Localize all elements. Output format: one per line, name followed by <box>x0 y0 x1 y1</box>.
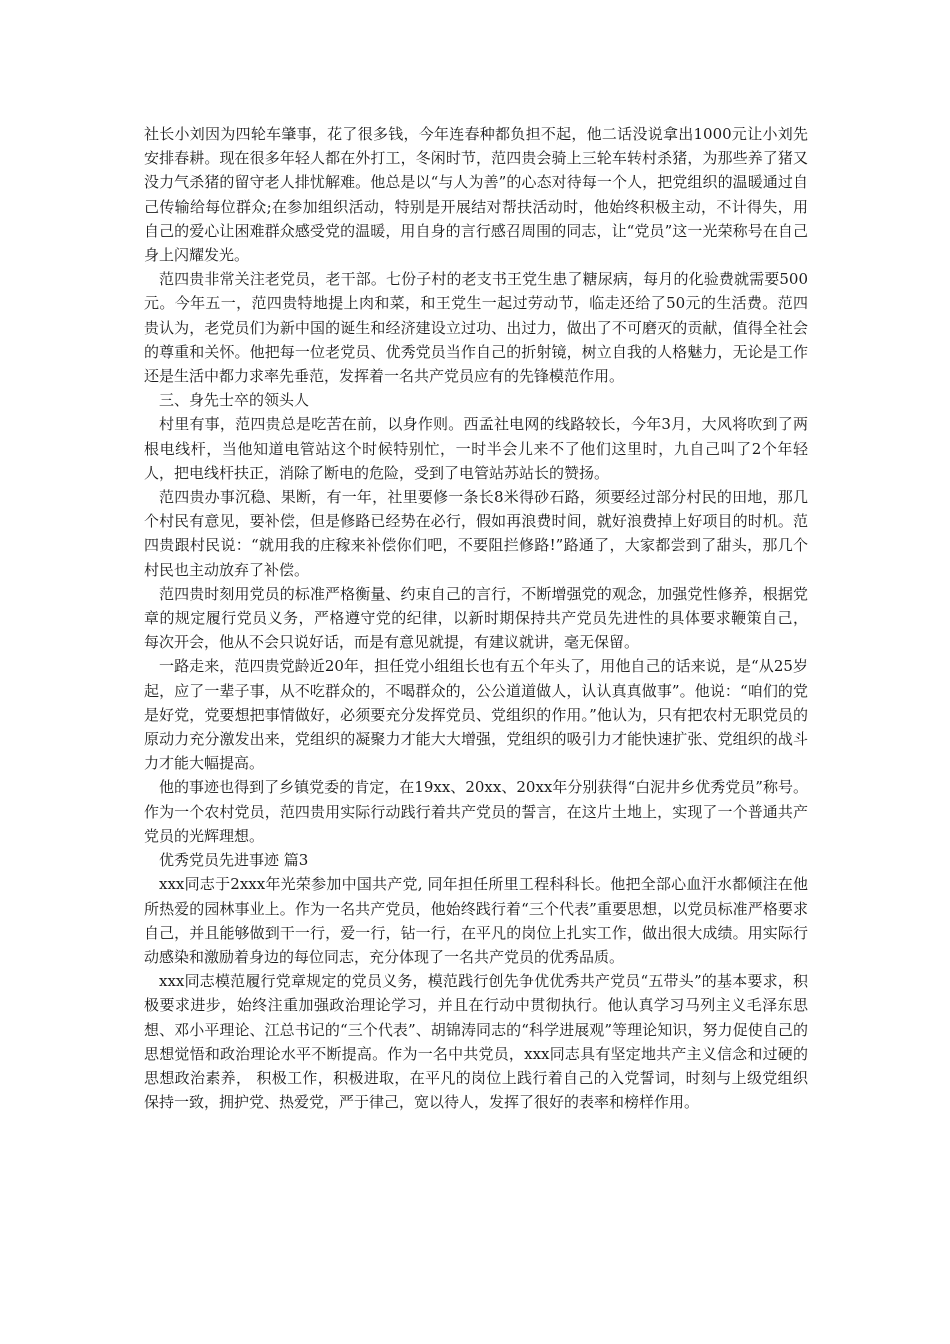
section-heading: 三、身先士卒的领头人 <box>159 391 310 410</box>
paragraph: 范四贵非常关注老党员，老干部。七份子村的老支书王党生患了糖尿病，每月的化验费就需要500元。今年五一，范四贵特地提上肉和菜，和王党生一起过劳动节，临走还给了50元的生活费。范四贵认为，老党员们为新中国的诞生和经济建设立过功、出过力，做出了不可磨灭的贡献，值得全社会的尊重和关怀。他把每一位老党员、优秀党员当作自己的折射镜，树立自我的人格魅力，无论是工作还是生活中都力求率先垂范，发挥着一名共产党员应有的先锋模范作用。 <box>144 270 808 386</box>
paragraph: 村里有事，范四贵总是吃苦在前，以身作则。西孟社电网的线路较长，今年3月，大风将吹到了两根电线杆，当他知道电管站这个时候特别忙，一时半会儿来不了他们这里时，九自己叫了2个年轻人，把电线杆扶正，消除了断电的危险，受到了电管站苏站长的赞扬。 <box>144 415 808 482</box>
paragraph: xxx同志模范履行党章规定的党员义务，模范践行创先争优优秀共产党员“五带头”的基本要求，积极要求进步，始终注重加强政治理论学习，并且在行动中贯彻执行。他认真学习马列主义毛泽东思想、邓小平理论、江总书记的“三个代表”、胡锦涛同志的“科学进展观”等理论知识，努力促使自己的思想觉悟和政治理论水平不断提高。作为一名中共党员，xxx同志具有坚定地共产主义信念和过硬的思想政治素养， 积极工作，积极进取，在平凡的岗位上践行着自己的入党誓词，时刻与上级党组织保持一致，拥护党、热爱党，严于律己，宽以待人，发挥了很好的表率和榜样作用。 <box>144 972 808 1112</box>
paragraph: xxx同志于2xxx年光荣参加中国共产党, 同年担任所里工程科科长。他把全部心血汗水都倾注在他所热爱的园林事业上。作为一名共产党员，他始终践行着“三个代表”重要思想，以党员标准严格要求自己，并且能够做到干一行，爱一行，钻一行，在平凡的岗位上扎实工作，做出很大成绩。用实际行动感染和激励着身边的每位同志，充分体现了一名共产党员的优秀品质。 <box>144 875 808 966</box>
paragraph: 范四贵时刻用党员的标准严格衡量、约束自己的言行，不断增强党的观念，加强党性修养，根据党章的规定履行党员义务，严格遵守党的纪律，以新时期保持共产党员先进性的具体要求鞭策自己， 每次开会，他从不会只说好话，而是有意见就提，有建议就讲，毫无保留。 <box>144 584 808 652</box>
paragraph: 范四贵办事沉稳、果断，有一年，社里要修一条长8米得砂石路，须要经过部分村民的田地，那几个村民有意见，要补偿，但是修路已经势在必行，假如再浪费时间，就好浪费掉上好项目的时机。范四贵跟村民说：“就用我的庄稼来补偿你们吧，不要阻拦修路!”路通了，大家都尝到了甜头，那几个村民也主动放弃了补偿。 <box>144 488 808 579</box>
document-body <box>144 122 808 1114</box>
paragraph: 社长小刘因为四轮车肇事，花了很多钱，今年连春种都负担不起，他二话没说拿出1000元让小刘先安排春耕。现在很多年轻人都在外打工，冬闲时节，范四贵会骑上三轮车转村杀猪，为那些养了猪又没力气杀猪的留守老人排忧解难。他总是以“与人为善”的心态对待每一个人，把党组织的温暖通过自己传输给每位群众;在参加组织活动，特别是开展结对帮扶活动时，他始终积极主动，不计得失，用自己的爱心让困难群众感受党的温暖，用自身的言行感召周围的同志，让“党员”这一光荣称号在自己身上闪耀发光。 <box>144 125 808 265</box>
paragraph: 他的事迹也得到了乡镇党委的肯定，在19xx、20xx、20xx年分别获得“白泥井乡优秀党员”称号。作为一个农村党员，范四贵用实际行动践行着共产党员的誓言，在这片土地上，实现了一个普通共产党员的光辉理想。 <box>144 778 808 845</box>
paragraph: 一路走来，范四贵党龄近20年，担任党小组组长也有五个年头了，用他自己的话来说，是“从25岁起，应了一辈子事，从不吃群众的，不喝群众的，公公道道做人，认认真真做事”。他说：“咱们的党是好党，党要想把事情做好，必须要充分发挥党员、党组织的作用。”他认为，只有把农村无职党员的原动力充分激发出来，党组织的凝聚力才能大大增强，党组织的吸引力才能快速扩张、党组织的战斗力才能大幅提高。 <box>144 657 808 773</box>
section-heading: 优秀党员先进事迹 篇3 <box>159 851 309 870</box>
